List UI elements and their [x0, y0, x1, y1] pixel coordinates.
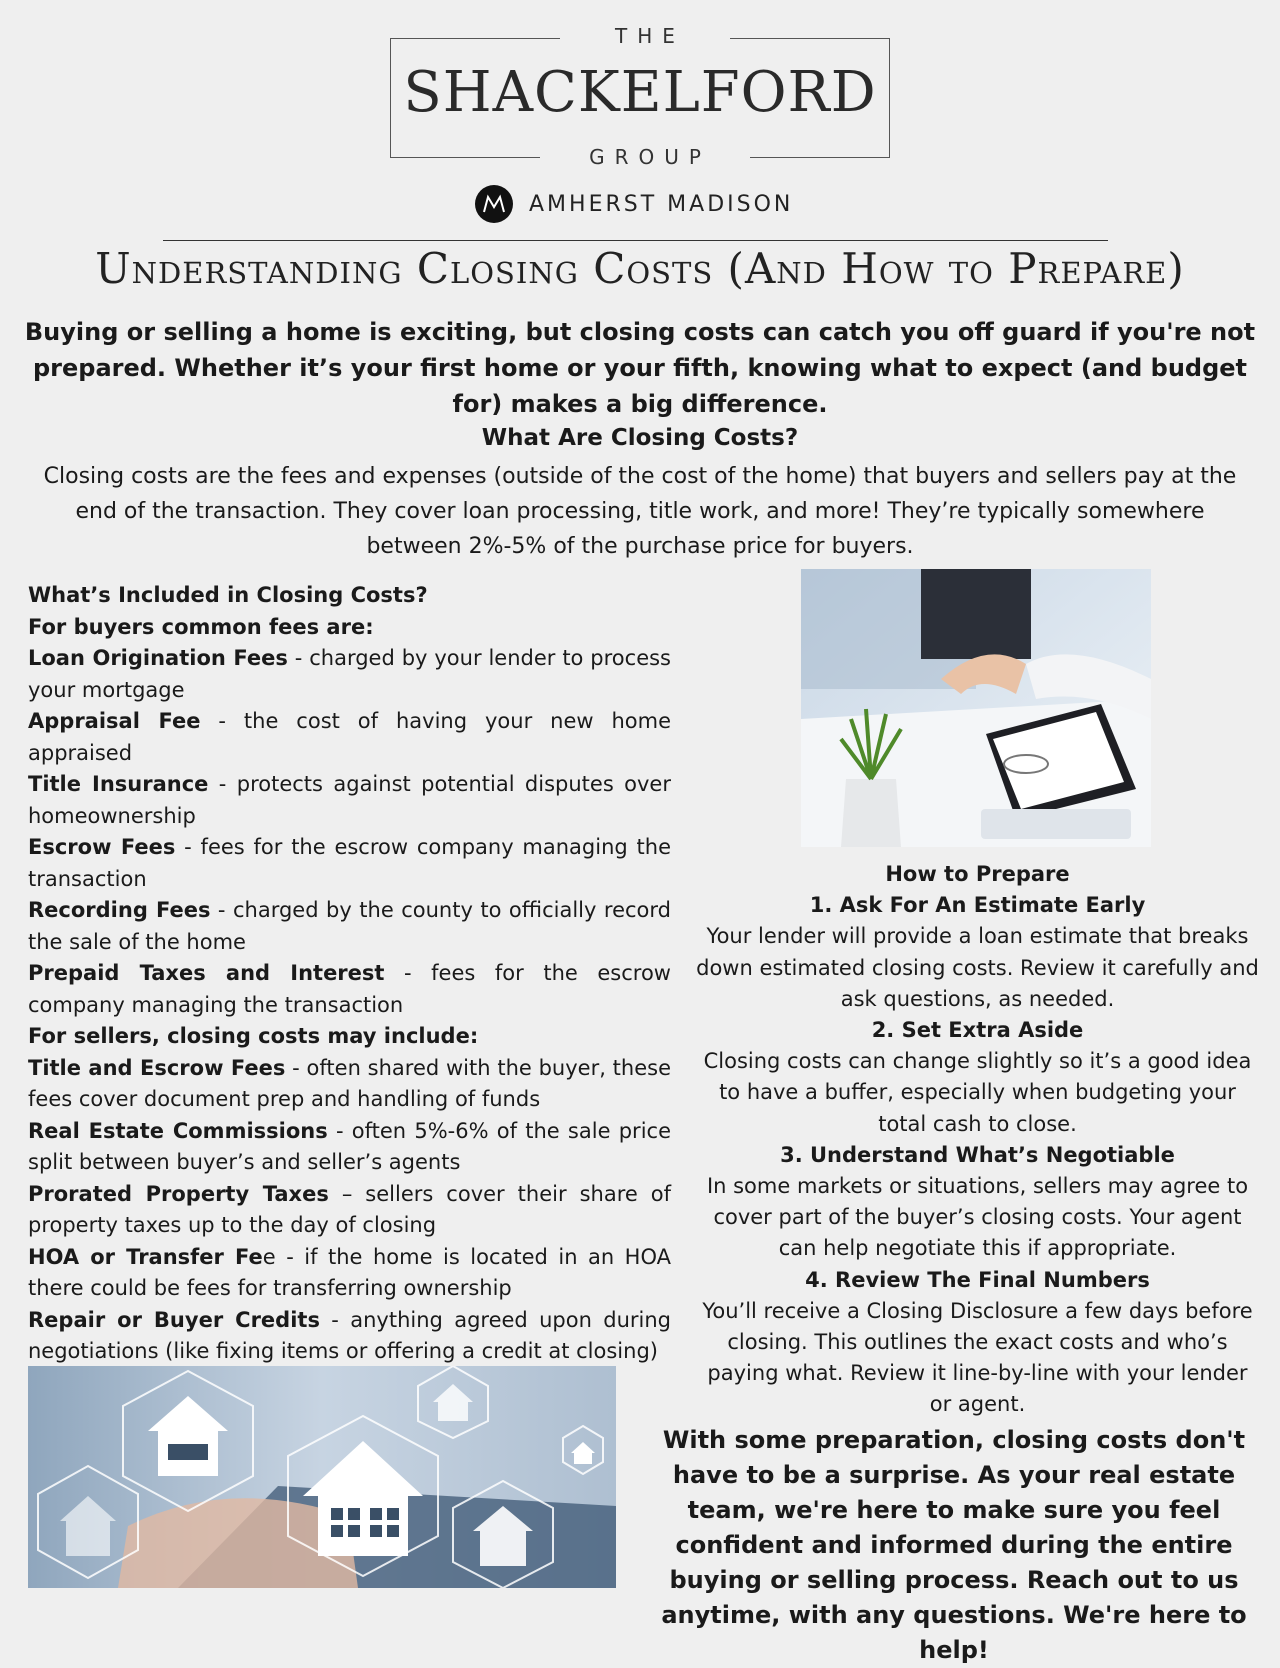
list-item: Title and Escrow Fees - often shared with the buyer, these fees cover document prep and handling of funds — [28, 1055, 671, 1111]
step-title: 4. Review The Final Numbers — [805, 1267, 1150, 1292]
list-item: Loan Origination Fees - charged by your lender to process your mortgage — [28, 646, 671, 702]
list-item: Repair or Buyer Credits - anything agreed upon during negotiations (like fixing items or offering a credit at closing) — [28, 1307, 671, 1363]
included-heading: What’s Included in Closing Costs? — [28, 583, 428, 607]
logo-group: GROUP — [540, 145, 750, 169]
page-title: Understanding Closing Costs (And How to Prepare) — [95, 244, 1185, 293]
closing-message: With some preparation, closing costs don't have to be a surprise. As your real estate team, we're here to make sure you feel confident and informed during the entire buying or selling process. Reach out to us anytime, with any questions. We're here to help! — [661, 1426, 1247, 1664]
prepare-section — [695, 859, 1260, 1421]
title-divider — [163, 240, 1108, 241]
step-title: 2. Set Extra Aside — [871, 1018, 1084, 1043]
sellers-heading: For sellers, closing costs may include: — [28, 1024, 479, 1048]
list-item: HOA or Transfer Fee - if the home is located in an HOA there could be fees for transferring ownership — [28, 1244, 671, 1300]
step-text: In some markets or situations, sellers may agree to cover part of the buyer’s closing costs. Your agent can help negotiate this if appropriate. — [706, 1174, 1249, 1261]
list-item: Escrow Fees - fees for the escrow company managing the transaction — [28, 835, 671, 891]
list-item: Prepaid Taxes and Interest - fees for the escrow company managing the transaction — [28, 961, 671, 1017]
step-text: You’ll receive a Closing Disclosure a few days before closing. This outlines the exact costs and who’s paying what. Review it line-by-line with your lender or agent. — [702, 1298, 1253, 1417]
list-item: Appraisal Fee - the cost of having your new home appraised — [28, 709, 672, 765]
logo-the: THE — [560, 24, 730, 48]
prepare-heading: How to Prepare — [885, 862, 1070, 886]
list-item: Title Insurance - protects against potential disputes over homeownership — [28, 772, 671, 828]
list-item: Prorated Property Taxes – sellers cover their share of property taxes up to the day of closing — [28, 1181, 671, 1237]
step-title: 1. Ask For An Estimate Early — [809, 893, 1146, 918]
list-item: Recording Fees - charged by the county to officially record the sale of the home — [28, 898, 671, 954]
brokerage-name: AMHERST MADISON — [529, 191, 794, 217]
included-section — [28, 580, 671, 1368]
what-heading: What Are Closing Costs? — [481, 425, 799, 451]
step-text: Your lender will provide a loan estimate that breaks down estimated closing costs. Review it carefully and ask questions, as needed. — [696, 924, 1259, 1011]
step-title: 3. Understand What’s Negotiable — [780, 1142, 1175, 1167]
houses-laptop-photo — [28, 1366, 616, 1588]
amherst-madison-icon — [475, 185, 513, 223]
handshake-photo — [801, 569, 1151, 847]
definition-text: Closing costs are the fees and expenses (outside of the cost of the home) that buyers and sellers pay at the end of the transaction. They cover loan processing, title work, and more! They’re typically somewhere between 2%-5% of the purchase price for buyers. — [43, 464, 1237, 559]
brokerage-logo — [475, 183, 793, 225]
step-text: Closing costs can change slightly so it’s a good idea to have a buffer, especially when budgeting your total cash to close. — [703, 1049, 1252, 1136]
logo-name: SHACKELFORD — [403, 60, 877, 125]
intro-text: Buying or selling a home is exciting, but closing costs can catch you off guard if you're not prepared. Whether it’s your first home or your fifth, knowing what to expect (and budget for) makes a big difference. — [24, 318, 1256, 418]
list-item: Real Estate Commissions - often 5%-6% of the sale price split between buyer’s and seller’s agents — [28, 1118, 671, 1174]
buyers-heading: For buyers common fees are: — [28, 614, 374, 639]
